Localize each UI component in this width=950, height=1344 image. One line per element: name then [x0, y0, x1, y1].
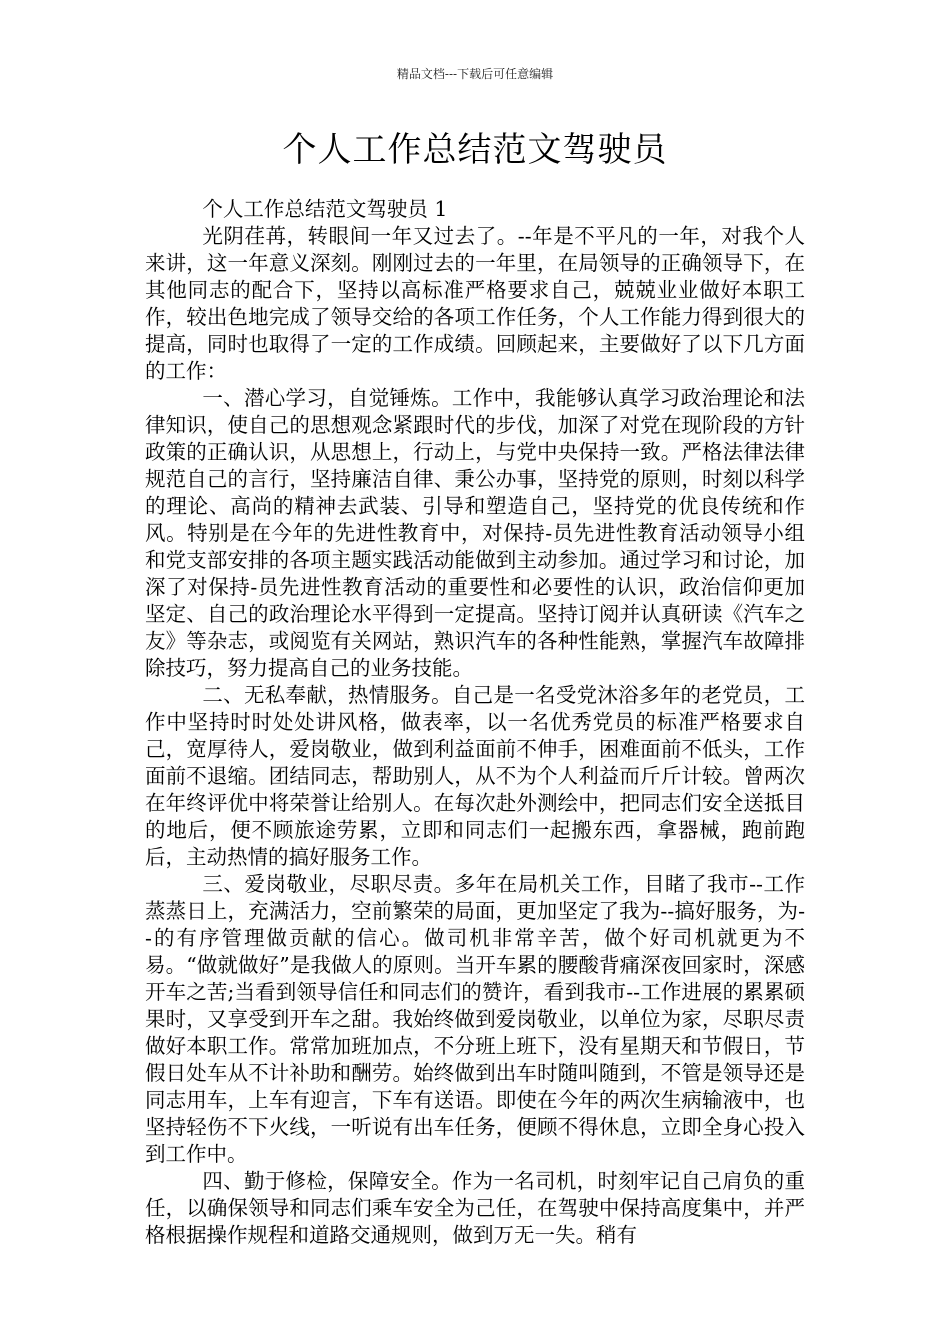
document-body [145, 196, 805, 1249]
paragraph-dedication: 二、无私奉献，热情服务。自己是一名受党沐浴多年的老党员，工作中坚持时时处处讲风格，做表率，以一名优秀党员的标准严格要求自己，宽厚待人，爱岗敬业，做到利益面前不伸手，困难面前不低头，工作面前不退缩。团结同志，帮助别人，从不为个人利益而斤斤计较。曾两次在年终评优中将荣誉让给别人。在每次赴外测绘中，把同志们安全送抵目的地后，便不顾旅途劳累，立即和同志们一起搬东西，拿器械，跑前跑后，主动热情的搞好服务工作。 [145, 683, 805, 869]
header-note: 精品文档---下载后可任意编辑 [396, 67, 554, 81]
paragraph-safety: 四、勤于修检，保障安全。作为一名司机，时刻牢记自己肩负的重任，以确保领导和同志们乘车安全为己任，在驾驶中保持高度集中，并严格根据操作规程和道路交通规则，做到万无一失。稍有 [145, 1169, 805, 1247]
paragraph-duty: 三、爱岗敬业，尽职尽责。多年在局机关工作，目睹了我市--工作蒸蒸日上，充满活力，空前繁荣的局面，更加坚定了我为--搞好服务，为--的有序管理做贡献的信心。做司机非常辛苦，做个好司机就更为不易。“做就做好”是我做人的原则。当开车累的腰酸背痛深夜回家时，深感开车之苦;当看到领导信任和同志们的赞许，看到我市--工作进展的累累硕果时，又享受到开车之甜。我始终做到爱岗敬业，以单位为家，尽职尽责做好本职工作。常常加班加点，不分班上班下，没有星期天和节假日，节假日处车从不计补助和酬劳。始终做到出车时随叫随到，不管是领导还是同志用车，上车有迎言，下车有送语。即使在今年的两次生病输液中，也坚持轻伤不下火线，一听说有出车任务，便顾不得休息，立即全身心投入到工作中。 [145, 872, 805, 1166]
section-heading: 个人工作总结范文驾驶员 1 [202, 197, 448, 221]
paragraph-intro: 光阴荏苒，转眼间一年又过去了。--年是不平凡的一年，对我个人来讲，这一年意义深刻。刚刚过去的一年里，在局领导的正确领导下，在其他同志的配合下，坚持以高标准严格要求自己，兢兢业业做好本职工作，较出色地完成了领导交给的各项工作任务，个人工作能力得到很大的提高，同时也取得了一定的工作成绩。回顾起来，主要做好了以下几方面的工作： [145, 224, 805, 383]
document-title: 个人工作总结范文驾驶员 [282, 130, 668, 170]
paragraph-study: 一、潜心学习，自觉锤炼。工作中，我能够认真学习政治理论和法律知识，使自己的思想观念紧跟时代的步伐，加深了对党在现阶段的方针政策的正确认识，从思想上，行动上，与党中央保持一致。严格法律法律规范自己的言行，坚持廉洁自律、秉公办事，坚持党的原则，时刻以科学的理论、高尚的精神去武装、引导和塑造自己，坚持党的优良传统和作风。特别是在今年的先进性教育中，对保持-员先进性教育活动领导小组和党支部安排的各项主题实践活动能做到主动参加。通过学习和讨论，加深了对保持-员先进性教育活动的重要性和必要性的认识，政治信仰更加坚定、自己的政治理论水平得到一定提高。坚持订阅并认真研读《汽车之友》等杂志，或阅览有关网站，熟识汽车的各种性能熟，掌握汽车故障排除技巧，努力提高自己的业务技能。 [145, 386, 805, 680]
